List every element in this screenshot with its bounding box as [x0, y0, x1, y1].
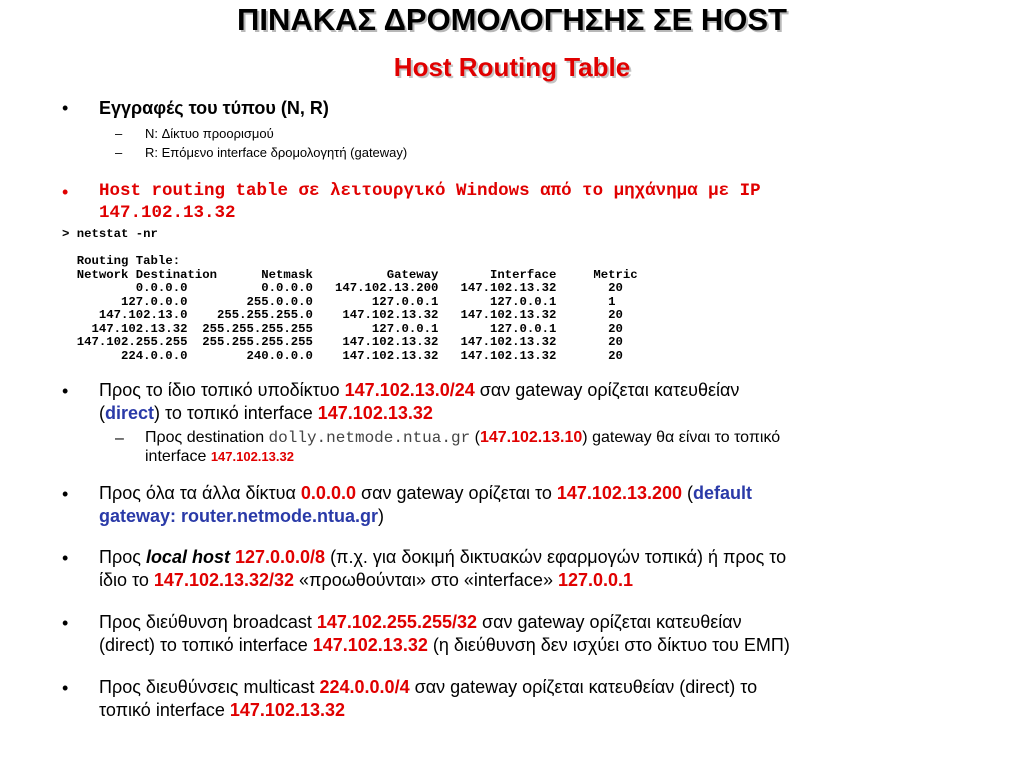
bullet-marker: •	[62, 678, 69, 698]
bullet-local-subnet-line2: (direct) το τοπικό interface 147.102.13.32	[99, 403, 433, 423]
bullet-default-gateway-line1: Προς όλα τα άλλα δίκτυα 0.0.0.0 σαν gateway ορίζεται το 147.102.13.200 (default	[99, 483, 753, 503]
bullet-marker: •	[62, 484, 69, 504]
bullet-multicast-line1: Προς διευθύνσεις multicast 224.0.0.0/4 σαν gateway ορίζεται κατευθείαν (direct) το	[99, 677, 758, 697]
bullet-broadcast-line1: Προς διεύθυνση broadcast 147.102.255.255/32 σαν gateway ορίζεται κατευθείαν	[99, 612, 742, 632]
sub-destination-dolly: Προς destination dolly.netmode.ntua.gr (147.102.13.10) gateway θα είναι το τοπικό	[145, 429, 781, 447]
routing-row: 147.102.13.32 255.255.255.255 127.0.0.1 127.0.0.1 20	[62, 321, 623, 336]
routing-row: 224.0.0.0 240.0.0.0 147.102.13.32 147.102.13.32 20	[62, 348, 623, 363]
bullet-marker: •	[62, 182, 69, 202]
routing-row: 127.0.0.0 255.0.0.0 127.0.0.1 127.0.0.1 1	[62, 294, 616, 309]
sub-dash: –	[115, 145, 123, 160]
sub-dash: –	[115, 430, 124, 447]
netstat-output	[62, 228, 638, 363]
bullet-multicast-line2: τοπικό interface 147.102.13.32	[99, 700, 345, 720]
bullet-entries-type: Εγγραφές του τύπου (N, R)	[99, 98, 329, 118]
bullet-local-subnet-line1: Προς το ίδιο τοπικό υποδίκτυο 147.102.13.0/24 σαν gateway ορίζεται κατευθείαν	[99, 380, 740, 400]
slide-title: ΠΙΝΑΚΑΣ ΔΡΟΜΟΛΟΓΗΣΗΣ ΣΕ HOST	[237, 2, 787, 37]
routing-table-heading: Routing Table:	[76, 254, 181, 268]
sub-destination-dolly-line2: interface 147.102.13.32	[145, 448, 294, 465]
bullet-marker: •	[62, 613, 69, 633]
routing-row: 0.0.0.0 0.0.0.0 147.102.13.200 147.102.13.32 20	[62, 281, 623, 295]
bullet-marker: •	[62, 381, 69, 401]
bullet-localhost-line1: Προς local host 127.0.0.0/8 (π.χ. για δοκιμή δικτυακών εφαρμογών τοπικά) ή προς το	[99, 547, 787, 567]
routing-row: 147.102.255.255 255.255.255.255 147.102.13.32 147.102.13.32 20	[62, 335, 623, 349]
command-prompt: > netstat -nr	[62, 227, 158, 241]
bullet-marker: •	[62, 98, 69, 118]
bullet-windows-table-line1: Host routing table σε λειτουργικό Windows από το μηχάνημα με IP	[99, 181, 761, 201]
sub-item-n: N: Δίκτυο προορισμού	[145, 126, 274, 141]
bullet-marker: •	[62, 548, 69, 568]
sub-dash: –	[115, 126, 123, 141]
bullet-broadcast-line2: (direct) το τοπικό interface 147.102.13.32 (η διεύθυνση δεν ισχύει στο δίκτυο του ΕΜΠ)	[99, 635, 790, 655]
sub-item-r: R: Επόμενο interface δρομολογητή (gateway)	[145, 145, 408, 160]
bullet-windows-table-line2: 147.102.13.32	[99, 203, 236, 223]
slide-subtitle: Host Routing Table	[393, 52, 631, 82]
bullet-default-gateway-line2: gateway: router.netmode.ntua.gr)	[99, 506, 385, 526]
routing-row: 147.102.13.0 255.255.255.0 147.102.13.32 147.102.13.32 20	[62, 308, 623, 322]
routing-table-header: Network Destination Netmask Gateway Interface Metric	[76, 267, 638, 282]
bullet-localhost-line2: ίδιο το 147.102.13.32/32 «προωθούνται» στο «interface» 127.0.0.1	[99, 570, 634, 590]
